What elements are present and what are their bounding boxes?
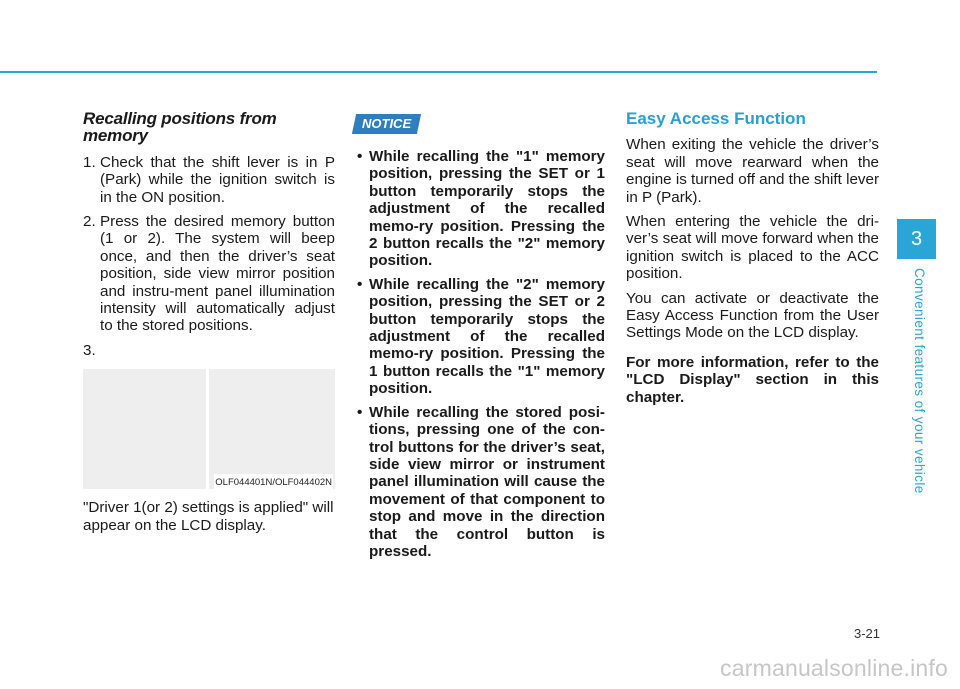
- header-rule: [0, 71, 877, 73]
- paragraph: When exiting the vehicle the driver’s seat will move rearward when the engine is turned off and the shift lever in P (Park).: [626, 136, 880, 206]
- illustration-image-right: [209, 369, 335, 489]
- chapter-title: Convenient features of your vehicle: [912, 268, 927, 494]
- bullet-icon: •: [357, 148, 363, 165]
- step-number: 2.: [83, 213, 96, 231]
- bullet-icon: •: [357, 403, 363, 421]
- paragraph: You can activate or deactivate the Easy Access Function from the User Settings Mode on the LCD display.: [626, 289, 879, 342]
- notice-label: NOTICE: [362, 116, 412, 131]
- paragraph: When entering the vehicle the dri-ver’s seat will move forward when the ignition switch is placed to the ACC position.: [626, 213, 879, 283]
- bullet-text: While recalling the "2" memory position, pressing the SET or 2 button temporarily stops the adjustment of the recalled memo-ry position. Pressing the 1 button recalls the "1" memory position.: [369, 275, 605, 398]
- bullet-text: While recalling the "1" memory position, pressing the SET or 1 button temporarily stops the adjustment of the recalled memo-ry position. Pressing the 2 button recalls the "2" memory position.: [369, 148, 605, 270]
- step-text: Press the desired memory button (1 or 2). The system will beep once, and then the driver’s seat position, side view mirror position and instru-ment panel illumination intensity will automatically adjust to the stored positions.: [100, 213, 335, 335]
- right-column: [626, 110, 879, 413]
- step-item: [83, 154, 335, 206]
- step-number: 3.: [83, 341, 96, 359]
- illustration-image-left: [83, 369, 206, 489]
- section-heading: Recalling positions from memory: [83, 109, 277, 146]
- middle-column: [354, 112, 605, 566]
- page-number: 3-21: [853, 626, 880, 641]
- section-heading: Easy Access Function: [626, 109, 806, 128]
- lcd-message-text: "Driver 1(or 2) settings is applied" will appear on the LCD display.: [83, 499, 334, 534]
- notice-bullet: [354, 276, 605, 398]
- chapter-number: 3: [910, 228, 923, 250]
- step-text: Check that the shift lever is in P (Park) while the ignition switch is in the ON position.: [100, 153, 335, 206]
- figure-code: OLF044401N/OLF044402N: [214, 474, 333, 491]
- bullet-text: While recalling the stored posi-tions, pressing one of the con-trol buttons for the driver’s seat, side view mirror or instrument panel illumination will cause the movement of that component to stop and move in the direction that the control button is pressed.: [369, 403, 605, 560]
- step-item: [83, 213, 335, 335]
- bullet-icon: •: [357, 275, 363, 293]
- notice-bullet: [354, 404, 605, 561]
- left-column: [83, 110, 335, 534]
- notice-badge: [352, 114, 421, 134]
- watermark: carmanualsonline.info: [720, 655, 948, 681]
- illustration-figure: [83, 369, 335, 489]
- notice-bullet: [354, 148, 605, 270]
- reference-note: For more information, refer to the "LCD Display" section in this chapter.: [626, 353, 879, 406]
- step-number: 1.: [83, 153, 96, 171]
